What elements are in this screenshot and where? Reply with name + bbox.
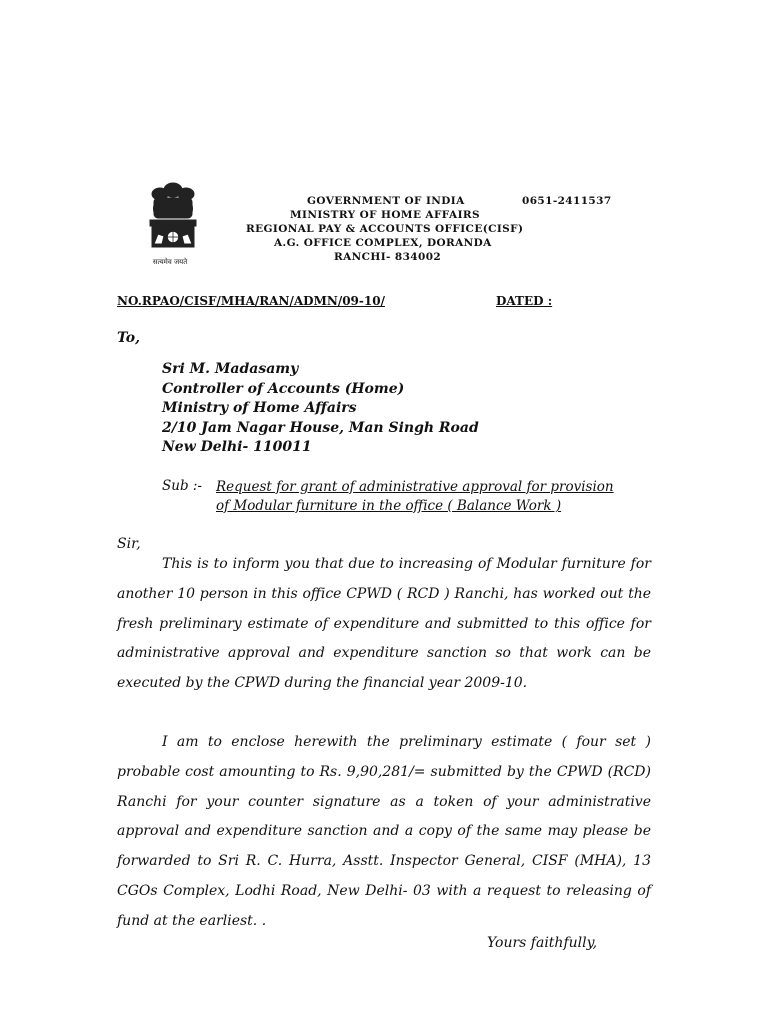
- paragraph-2-text: I am to enclose herewith the preliminary estimate ( four set ) probable cost amounting to Rs. 9,90,281/= submitted by the CPWD (RCD) Ranchi for your counter signature as a token of your administrative approval and expenditure sanction and a copy of the same may please be forwarded to Sri R. C. Hurra, Asstt. Inspector General, CISF (MHA), 13 CGOs Complex, Lodhi Road, New Delhi- 03 with a request to releasing of fund at the earliest. .: [117, 734, 651, 929]
- addressee-street: 2/10 Jam Nagar House, Man Singh Road: [162, 419, 479, 436]
- body-paragraph-2: [117, 728, 651, 937]
- header-city: RANCHI- 834002: [334, 251, 442, 263]
- addressee-designation: Controller of Accounts (Home): [162, 380, 405, 397]
- subject-label: Sub :-: [162, 478, 202, 494]
- addressee-block: [162, 360, 479, 458]
- reference-number: NO.RPAO/CISF/MHA/RAN/ADMN/09-10/: [117, 294, 385, 308]
- emblem-motto: सत्यमेव जयते: [152, 258, 188, 266]
- subject-text: [216, 478, 614, 516]
- addressee-ministry: Ministry of Home Affairs: [162, 400, 357, 416]
- paragraph-1-text: This is to inform you that due to increasing of Modular furniture for another 10 person in this office CPWD ( RCD ) Ranchi, has worked out the fresh preliminary estimate of expenditure and submitted to this office for administrative approval and expenditure sanction so that work can be executed by the CPWD during the financial year 2009-10.: [117, 556, 651, 692]
- header-government: GOVERNMENT OF INDIA: [307, 195, 465, 207]
- body-paragraph-1: [117, 550, 651, 699]
- header-complex: A.G. OFFICE COMPLEX, DORANDA: [274, 237, 492, 249]
- header-office: REGIONAL PAY & ACCOUNTS OFFICE(CISF): [246, 223, 524, 235]
- salutation: Sir,: [117, 536, 141, 552]
- dated-label: DATED :: [496, 294, 553, 308]
- header-phone: 0651-2411537: [522, 195, 612, 207]
- addressee-city: New Delhi- 110011: [162, 439, 312, 455]
- subject-line-1: Request for grant of administrative approval for provision: [216, 479, 614, 495]
- addressee-name: Sri M. Madasamy: [162, 361, 299, 377]
- to-label: To,: [117, 330, 141, 346]
- closing: Yours faithfully,: [487, 935, 598, 951]
- subject-line-2: of Modular furniture in the office ( Balance Work ): [216, 498, 562, 514]
- header-ministry: MINISTRY OF HOME AFFAIRS: [290, 209, 481, 221]
